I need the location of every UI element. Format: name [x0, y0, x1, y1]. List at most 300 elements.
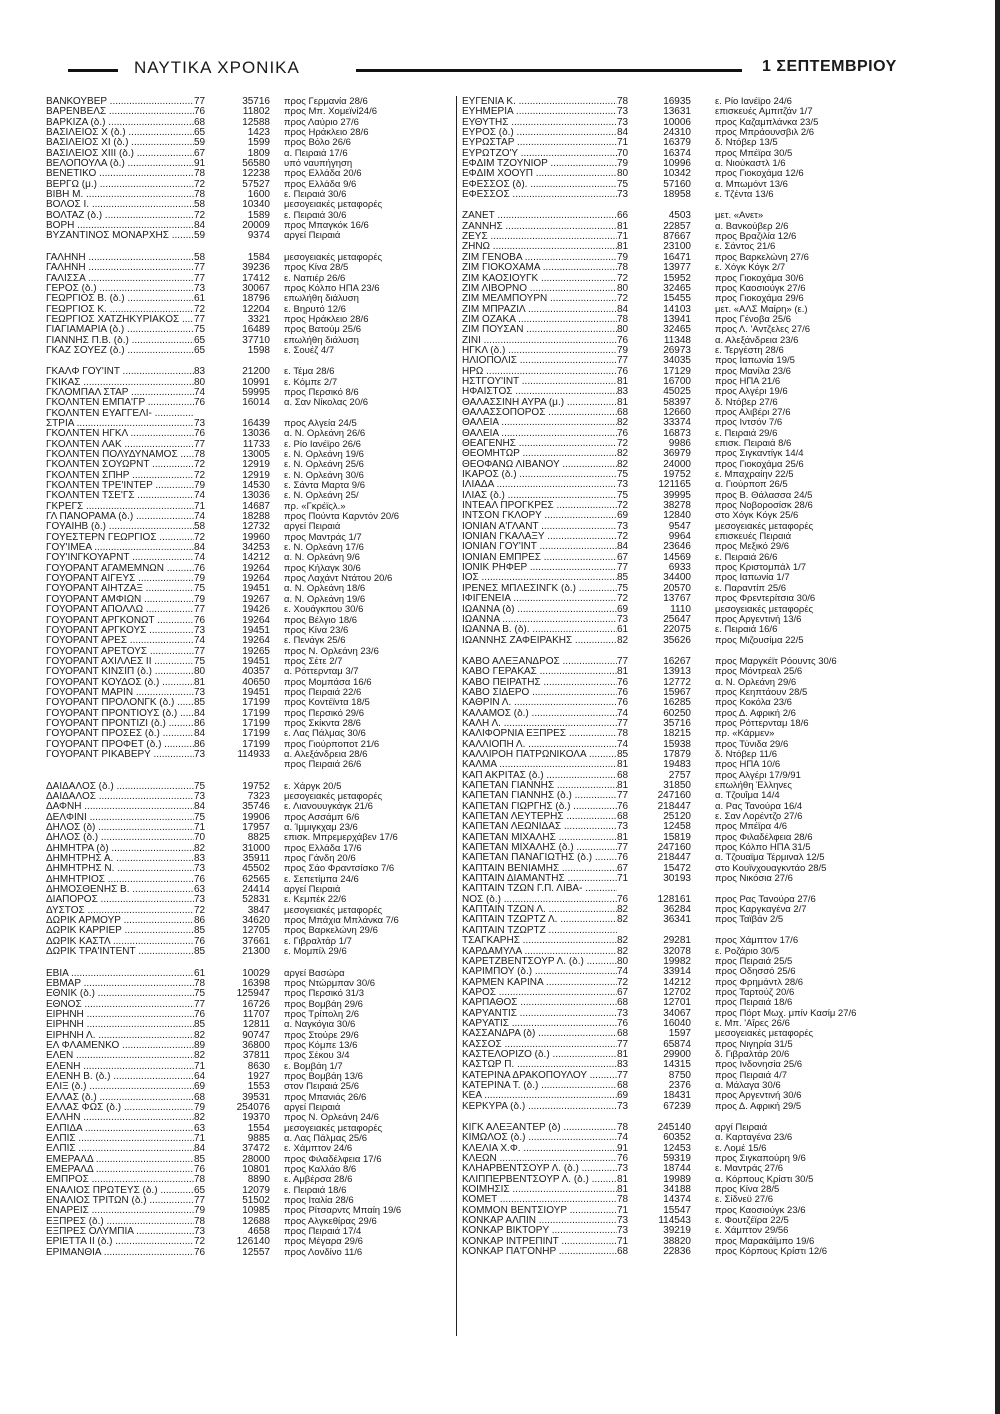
tonnage: 15952: [663, 273, 691, 284]
build-year: 74: [194, 387, 206, 398]
build-year: 81: [617, 221, 629, 232]
ship-row: [462, 729, 882, 739]
ship-status: προς Βόλο 26/6: [284, 138, 351, 149]
build-year: 67: [617, 987, 629, 998]
tonnage: 67239: [663, 1101, 691, 1112]
build-year: 74: [617, 739, 629, 750]
ship-name: ΓΟΥΟΡΑΝΤ ΡΙΚΑΒΕΡΥ .....: [46, 750, 194, 760]
ship-status: α. Αλεξάνδρεια 23/6: [715, 335, 799, 346]
ship-status: προς Καοσιούγκ 27/6: [715, 283, 806, 294]
ship-name: ΙΛΙΑΔΑ .....: [462, 480, 617, 490]
tonnage: 1584: [247, 252, 270, 263]
ship-row: [46, 543, 451, 553]
ship-row: [46, 284, 451, 294]
ship-row: [462, 274, 882, 284]
tonnage: 34400: [663, 573, 691, 584]
tonnage: 7323: [247, 792, 270, 802]
ship-name: ΚΑΠΕΤΑΝ ΠΑΝΑΓΙΩΤΗΣ (δ.) .....: [462, 853, 617, 863]
build-year: 84: [194, 729, 206, 740]
ship-status: προς Σιγκαντίγκ 14/4: [715, 449, 804, 460]
tonnage: 33914: [663, 967, 691, 978]
ship-name: ΚΑΣΤΩΡ Π. .....: [462, 1060, 617, 1070]
ship-row: [462, 584, 882, 594]
tonnage: 12919: [242, 470, 270, 481]
ship-row: [46, 947, 451, 957]
ship-name: ΓΑΛΙΣΣΑ .....: [46, 274, 194, 284]
build-year: 73: [194, 1227, 206, 1238]
ship-name: ΙΚΑΡΟΣ (δ.) .....: [462, 470, 617, 480]
ship-row: [462, 470, 882, 480]
ship-name: ΔΗΛΟΣ (δ.) .....: [46, 833, 194, 843]
ship-row: [462, 501, 882, 511]
ship-name: ΒΕΡΓΩ (μ.) .....: [46, 180, 194, 190]
tonnage: 13977: [663, 263, 691, 274]
ship-name: ΕΥΗΜΕΡΙΑ .....: [462, 107, 617, 117]
ship-name: ΙΟΝΙΑΝ ΕΜΠΡΕΣ .....: [462, 553, 617, 563]
ship-row: [46, 1196, 451, 1206]
ship-status: προς Κίνα 28/5: [284, 263, 349, 274]
tonnage: 15472: [663, 863, 691, 874]
tonnage: 17879: [663, 749, 691, 760]
issue-date: 1 ΣΕΠΤΕΜΒΡΙΟΥ: [762, 58, 897, 75]
tonnage: 19989: [663, 1174, 691, 1185]
ship-row: [462, 833, 882, 843]
ship-row: [462, 843, 882, 853]
ship-status: α. Κόρπους Κρίστι 30/5: [715, 1174, 814, 1185]
ship-row: [462, 1154, 882, 1164]
tonnage: 17199: [242, 729, 270, 740]
ship-name: ΓΚΟΛΝΤΕΝ ΣΠΗΡ .....: [46, 471, 194, 481]
ship-name: ΖΗΝΩ .....: [462, 242, 617, 252]
tonnage: 31000: [242, 843, 270, 854]
ship-status: μεσογειακές μεταφορές: [284, 200, 383, 211]
right-column: [462, 97, 882, 1268]
ship-name: ΕΥΓΕΝΙΑ Κ. .....: [462, 97, 617, 107]
ship-row: [462, 615, 882, 625]
ship-status: προς Βραζιλία 12/6: [715, 232, 797, 243]
ship-row: [46, 678, 451, 688]
build-year: 72: [617, 977, 629, 988]
ship-status: προς Σιγκαπούρη 9/6: [715, 1154, 806, 1165]
tonnage: 9986: [668, 439, 691, 449]
build-year: 78: [194, 450, 206, 460]
ship-row: [46, 1217, 451, 1227]
build-year: 72: [194, 1237, 206, 1248]
tonnage: 14530: [242, 481, 270, 492]
ship-status: προς Σάο Φραντσίσκο 7/6: [284, 864, 395, 875]
build-year: 73: [617, 1164, 629, 1175]
ship-name: ΕΡΙΜΑΝΘΙΑ .....: [46, 1248, 194, 1258]
build-year: 73: [617, 521, 629, 532]
ship-row: [462, 377, 882, 387]
ship-name: ΔΑΙΔΑΛΟΣ .....: [46, 792, 194, 802]
ship-name: ΚΑΒΟ ΠΕΙΡΑΤΗΣ .....: [462, 678, 617, 688]
ship-row: [46, 854, 451, 864]
build-year: 76: [617, 428, 629, 439]
tonnage: 2376: [668, 1080, 691, 1091]
build-year: 84: [194, 708, 206, 719]
ship-name: ΒΑΡΚΙΖΑ (δ.) .....: [46, 118, 194, 128]
tonnage: 22075: [663, 625, 691, 636]
tonnage: 45025: [663, 387, 691, 398]
tonnage: 16285: [663, 698, 691, 709]
build-year: 76: [194, 615, 206, 626]
ship-status: προς Γένοβα 25/6: [715, 314, 792, 325]
build-year: 83: [617, 1060, 629, 1071]
ship-name: ΚΑΛΙΦΟΡΝΙΑ ΕΞΠΡΕΣ .....: [462, 729, 617, 739]
build-year: 65: [194, 128, 206, 139]
ship-row: [46, 450, 451, 460]
ship-row: [46, 346, 451, 356]
ship-status: προς Λαύριο 27/6: [284, 117, 359, 128]
tonnage: [216, 760, 284, 770]
ship-status: προς Καλλάο 8/6: [284, 1165, 357, 1176]
ship-name: ΖΙΜ ΠΟΥΣΑΝ .....: [462, 325, 617, 335]
build-year: 78: [617, 1195, 629, 1206]
ship-status: προς Γάνδη 20/6: [284, 854, 356, 865]
ship-name: ΓΚΡΕΓΣ .....: [46, 502, 194, 512]
ship-status: προς Βομβάη 29/6: [284, 999, 363, 1010]
ship-status: ε. Ν. Ορλεάνη 19/6: [284, 450, 364, 460]
build-year: [617, 884, 639, 894]
tonnage: 32465: [663, 283, 691, 294]
ship-name: ΓΟΥΟΡΑΝΤ ΑΓΑΜΕΜΝΩΝ .....: [46, 564, 194, 574]
ship-row: [462, 1195, 882, 1205]
build-year: 91: [194, 159, 206, 170]
tonnage: 8890: [247, 1175, 270, 1186]
ship-row: [462, 1071, 882, 1081]
build-year: 74: [617, 708, 629, 719]
ship-row: [462, 1206, 882, 1216]
ship-name: ΚΑΠΕΤΑΝ ΜΙΧΑΛΗΣ .....: [462, 833, 617, 843]
ship-name: ΒΑΣΙΛΕΙΟΣ Χ (δ.) .....: [46, 128, 194, 138]
ship-name: ΓΟΥΟΡΑΝΤ ΑΠΟΛΛΩ .....: [46, 605, 194, 615]
ship-status: α. Μάλαγα 30/6: [715, 1080, 781, 1091]
ship-status: προς Μέγαρα 29/6: [284, 1237, 363, 1248]
ship-status: προς Κόρπους Κρίστι 12/6: [715, 1247, 828, 1258]
build-year: 59: [194, 231, 206, 242]
ship-row: [462, 439, 882, 449]
ship-name: ΓΛ ΠΑΝΟΡΑΜΑ (δ.) .....: [46, 512, 194, 522]
build-year: 76: [194, 1165, 206, 1176]
tonnage: 1597: [668, 1029, 691, 1040]
build-year: 76: [194, 874, 206, 885]
ship-group: [46, 97, 451, 242]
tonnage: 57160: [663, 179, 691, 190]
tonnage: 19264: [242, 636, 270, 647]
ship-row: [462, 387, 882, 397]
ship-row: [462, 222, 882, 232]
build-year: 85: [194, 947, 206, 958]
ship-name: ΒΑΣΙΛΕΙΟΣ ΧΙΙΙ (δ.) .....: [46, 149, 194, 159]
ship-name: ΙΩΑΝΝΑ Β. (δ). .....: [462, 625, 617, 635]
ship-status: προς Αλγεία 24/5: [284, 418, 357, 429]
ship-name: ΓΚΑΖ ΣΟΥΕΖ (δ.) .....: [46, 346, 194, 356]
ship-status: προς Καοσιούγκ 23/6: [715, 1205, 806, 1216]
ship-status: προς Κοντέϊντα 18/5: [284, 698, 370, 709]
ship-name: ΕΛΛΑΣ ΦΩΣ (δ.) .....: [46, 1103, 194, 1113]
ship-row: [46, 1082, 451, 1092]
tonnage: 121165: [658, 480, 691, 491]
build-year: 82: [194, 1113, 206, 1124]
tonnage: 1599: [247, 138, 270, 149]
ship-name: ΕΦΔΙΜ ΧΟΟΥΠ .....: [462, 169, 617, 179]
build-year: 76: [194, 107, 206, 118]
ship-name: ΒΙΒΗ Μ. .....: [46, 190, 194, 200]
ship-row: [46, 906, 451, 916]
ship-row: [462, 398, 882, 408]
build-year: 74: [194, 491, 206, 502]
tonnage: 16379: [663, 138, 691, 149]
build-year: 72: [617, 532, 629, 543]
build-year: [617, 926, 639, 936]
ship-row: [46, 584, 451, 594]
ship-name: ΓΙΑΝΝΗΣ Π.Β. (δ.) .....: [46, 336, 194, 346]
ship-name: ΚΑΛΛΙΟΠΗ Λ. .....: [462, 740, 617, 750]
ship-status: α. Σαν Νίκολας 20/6: [284, 398, 369, 409]
ship-status: ε. Σεπετίμπα 24/6: [284, 874, 359, 885]
ship-status: προς Μπανιάς 26/6: [284, 1092, 367, 1103]
ship-row: [462, 408, 882, 418]
tonnage: 10029: [242, 968, 270, 979]
ship-status: ε. Τζέντα 13/6: [715, 190, 774, 201]
ship-name: ΕΦΕΣΣΟΣ (δ). .....: [462, 180, 617, 190]
tonnage: 12588: [242, 117, 270, 128]
ship-name: ΚΑΡΜΕΝ ΚΑΡΙΝΑ .....: [462, 978, 617, 988]
build-year: 75: [617, 179, 629, 190]
ship-row: [462, 926, 882, 936]
build-year: 75: [194, 584, 206, 595]
tonnage: 39531: [242, 1092, 270, 1103]
ship-name: ΓΟΥΟΡΑΝΤ ΠΡΟΛΟΝΓΚ (δ.) .....: [46, 698, 194, 708]
ship-row: [462, 1029, 882, 1039]
ship-row: [462, 573, 882, 583]
ship-row: [462, 822, 882, 832]
build-year: 72: [617, 594, 629, 605]
ship-status: προς Μαργκέϊτ Ρόουντς 30/6: [715, 656, 837, 667]
tonnage: 19265: [242, 646, 270, 657]
ship-row: [46, 491, 451, 501]
ship-name: ΚΑΤΕΡΙΝΑ Τ. (δ.) .....: [462, 1081, 617, 1091]
ship-name: ΓΟΥΟΡΑΝΤ ΑΡΕΣ .....: [46, 636, 194, 646]
tonnage: 254076: [236, 1102, 270, 1113]
ship-name: ΘΑΛΕΙΑ .....: [462, 429, 617, 439]
ship-status: προς Βαρκελώνη 29/6: [284, 926, 378, 937]
tonnage: 2757: [668, 770, 691, 781]
ship-row: [46, 460, 451, 470]
ship-row: [462, 449, 882, 459]
build-year: 73: [194, 418, 206, 429]
tonnage: 6933: [668, 563, 691, 574]
ship-row: [46, 253, 451, 263]
build-year: 75: [194, 325, 206, 336]
ship-name: ΔΩΡΙΚ ΤΡΑ'ΙΝΤΕΝΤ .....: [46, 947, 194, 957]
tonnage: 58397: [663, 397, 691, 408]
ship-row: [46, 916, 451, 926]
build-year: 71: [617, 874, 629, 885]
tonnage: 45502: [242, 864, 270, 875]
ship-row: [462, 781, 882, 791]
tonnage: 19451: [242, 625, 270, 636]
tonnage: 19483: [663, 760, 691, 771]
ship-name: ΓΟΥΟΡΑΝΤ ΑΡΕΤΟΥΣ .....: [46, 647, 194, 657]
build-year: 84: [194, 1144, 206, 1155]
build-year: [194, 409, 216, 419]
ship-name: ΚΑΘΡΙΝ Λ. .....: [462, 698, 617, 708]
tonnage: 36284: [663, 905, 691, 916]
tonnage: 12919: [242, 460, 270, 471]
ship-name: ΒΕΝΕΤΙΚΟ .....: [46, 169, 194, 179]
build-year: 68: [194, 117, 206, 128]
build-year: 58: [194, 200, 206, 211]
ship-row: [462, 771, 882, 781]
ship-group: [46, 969, 451, 1259]
ship-name: ΓΟΥΕΣΤΕΡΝ ΓΕΩΡΓΙΟΣ .....: [46, 533, 194, 543]
build-year: 77: [194, 999, 206, 1010]
ship-row: [46, 1093, 451, 1103]
ship-name: ΙΡΕΝΕΣ ΜΠΛΕΣΙΝΓΚ (δ.) .....: [462, 584, 617, 594]
ship-row: [46, 471, 451, 481]
ship-status: προς Γερμανία 28/6: [284, 97, 368, 107]
ship-name: ΔΕΛΦΙΝΙ .....: [46, 813, 194, 823]
ship-row: [462, 356, 882, 366]
ship-name: ΓΚΙΚΑΣ .....: [46, 378, 194, 388]
build-year: 68: [617, 1029, 629, 1040]
tonnage: 19451: [242, 584, 270, 595]
ship-row: [46, 128, 451, 138]
build-year: 79: [194, 481, 206, 492]
ship-group: [462, 97, 882, 200]
tonnage: 16471: [663, 252, 691, 263]
ship-row: [462, 957, 882, 967]
ship-status: μεσογειακές μεταφορές: [715, 604, 814, 615]
build-year: 85: [194, 1154, 206, 1165]
build-year: 68: [617, 770, 629, 781]
ship-row: [46, 1041, 451, 1051]
ship-row: [462, 605, 882, 615]
build-year: 67: [617, 863, 629, 874]
tonnage: 11733: [242, 439, 270, 450]
build-year: 73: [194, 687, 206, 698]
ship-status: α. Λας Πάλμας 25/6: [284, 1134, 368, 1144]
build-year: 85: [194, 1020, 206, 1031]
ship-status: α. Βανκούβερ 2/6: [715, 221, 789, 232]
ship-name: ΓΟΥΟΡΑΝΤ ΑΧΙΛΛΕΣ ΙΙ .....: [46, 657, 194, 667]
ship-status: α. Ν. Ορλεάνη 9/6: [284, 553, 360, 564]
ship-name: ΖΙΝΙ .....: [462, 336, 617, 346]
ship-row: [462, 336, 882, 346]
ship-name: ΚΑΒΟ ΓΕΡΑΚΑΣ .....: [462, 667, 617, 677]
build-year: 77: [617, 563, 629, 574]
tonnage: 19906: [242, 812, 270, 823]
build-year: 79: [194, 1102, 206, 1113]
tonnage: 21200: [242, 367, 270, 378]
ship-name: ΕΙΡΗΝΗ .....: [46, 1020, 194, 1030]
ship-row: [46, 294, 451, 304]
ship-row: [46, 1186, 451, 1196]
ship-name: ΕΒΙΑ .....: [46, 969, 194, 979]
ship-status: προς Κριστομπάλ 1/7: [715, 563, 807, 574]
build-year: 77: [194, 605, 206, 616]
ship-status: προς Φιλαδέλφεια 17/6: [284, 1154, 382, 1165]
tonnage: 14315: [663, 1060, 691, 1071]
build-year: 89: [194, 1040, 206, 1051]
ship-name: ΓΑΛΗΝΗ .....: [46, 263, 194, 273]
ship-name: ΚΑΣΣΑΝΔΡΑ (δ) .....: [462, 1029, 617, 1039]
ship-name: ΚΑΛΜΑ .....: [462, 760, 617, 770]
ship-row: [462, 802, 882, 812]
ship-status: ε. Βηρυτό 12/6: [284, 304, 346, 315]
ship-row: [46, 657, 451, 667]
build-year: 75: [194, 781, 206, 792]
tonnage: 35746: [242, 802, 270, 813]
ship-row: [46, 221, 451, 231]
ship-status: ε. Πειραιά 16/6: [715, 625, 778, 636]
tonnage: 36979: [663, 449, 691, 460]
build-year: 72: [617, 294, 629, 305]
tonnage: 34188: [663, 1185, 691, 1196]
tonnage: 34620: [242, 916, 270, 927]
ship-row: [462, 97, 882, 107]
ship-name: ΚΑΛΛΙΡΟΗ ΠΑΤΡΩΝΙΚΟΛΑ .....: [462, 750, 617, 760]
ship-status: προς Μπάχια Μπλάνκα 7/6: [284, 916, 399, 927]
ship-status: προς Γιοκοχάμα 25/6: [715, 459, 804, 470]
build-year: 76: [617, 335, 629, 346]
ship-row: [462, 159, 882, 169]
ship-row: [46, 200, 451, 210]
tonnage: 114933: [237, 749, 270, 760]
header-rule-right: [356, 69, 742, 72]
build-year: 80: [617, 283, 629, 294]
ship-name: ΓΑΛΗΝΗ .....: [46, 253, 194, 263]
tonnage: 19264: [242, 615, 270, 626]
tonnage: 18431: [663, 1091, 691, 1102]
ship-name: ΚΑΡΟΣ .....: [462, 988, 617, 998]
ship-status: α. Ναγκόγια 30/6: [284, 1020, 356, 1031]
ship-row: [46, 688, 451, 698]
build-year: 73: [194, 792, 206, 802]
ship-row: [462, 242, 882, 252]
ship-name: ΗΛΙΟΠΟΛΙΣ .....: [462, 356, 617, 366]
ship-row: [462, 1091, 882, 1101]
ship-row: [462, 791, 882, 801]
ship-status: ε. Λομέ 15/6: [715, 1143, 767, 1154]
build-year: 73: [617, 822, 629, 833]
ship-row: [462, 998, 882, 1008]
ship-name: ΕΛΛΑΣ (δ.) .....: [46, 1093, 194, 1103]
ship-status: προς Πούντα Καρντόν 20/6: [284, 512, 400, 523]
tonnage: 19752: [663, 470, 691, 481]
tonnage: 1598: [247, 345, 270, 356]
build-year: 76: [617, 1154, 629, 1165]
ship-row: [462, 211, 882, 221]
ship-name: ΓΚΟΛΝΤΕΝ ΛΑΚ .....: [46, 440, 194, 450]
ship-status: α. Γιούρποπ 26/5: [715, 480, 788, 491]
build-year: 76: [617, 698, 629, 709]
ship-name: ΤΣΑΓΚΑΡΗΣ .....: [462, 936, 617, 946]
ship-status: προς Καζαμπλάνκα 23/5: [715, 117, 819, 128]
ship-status: ε. Ν. Ορλεάνη 25/: [284, 491, 359, 502]
build-year: 82: [194, 1030, 206, 1041]
ship-name: ΚΙΜΩΛΟΣ (δ.) .....: [462, 1133, 617, 1143]
build-year: 84: [194, 221, 206, 232]
build-year: 79: [617, 159, 629, 170]
tonnage: 24310: [663, 128, 691, 139]
ship-status: προς Ιντσόν 7/6: [715, 418, 783, 429]
tonnage: 35626: [663, 635, 691, 646]
ship-status: ε. Μπαχραίην 22/5: [715, 470, 794, 481]
ship-row: [462, 460, 882, 470]
